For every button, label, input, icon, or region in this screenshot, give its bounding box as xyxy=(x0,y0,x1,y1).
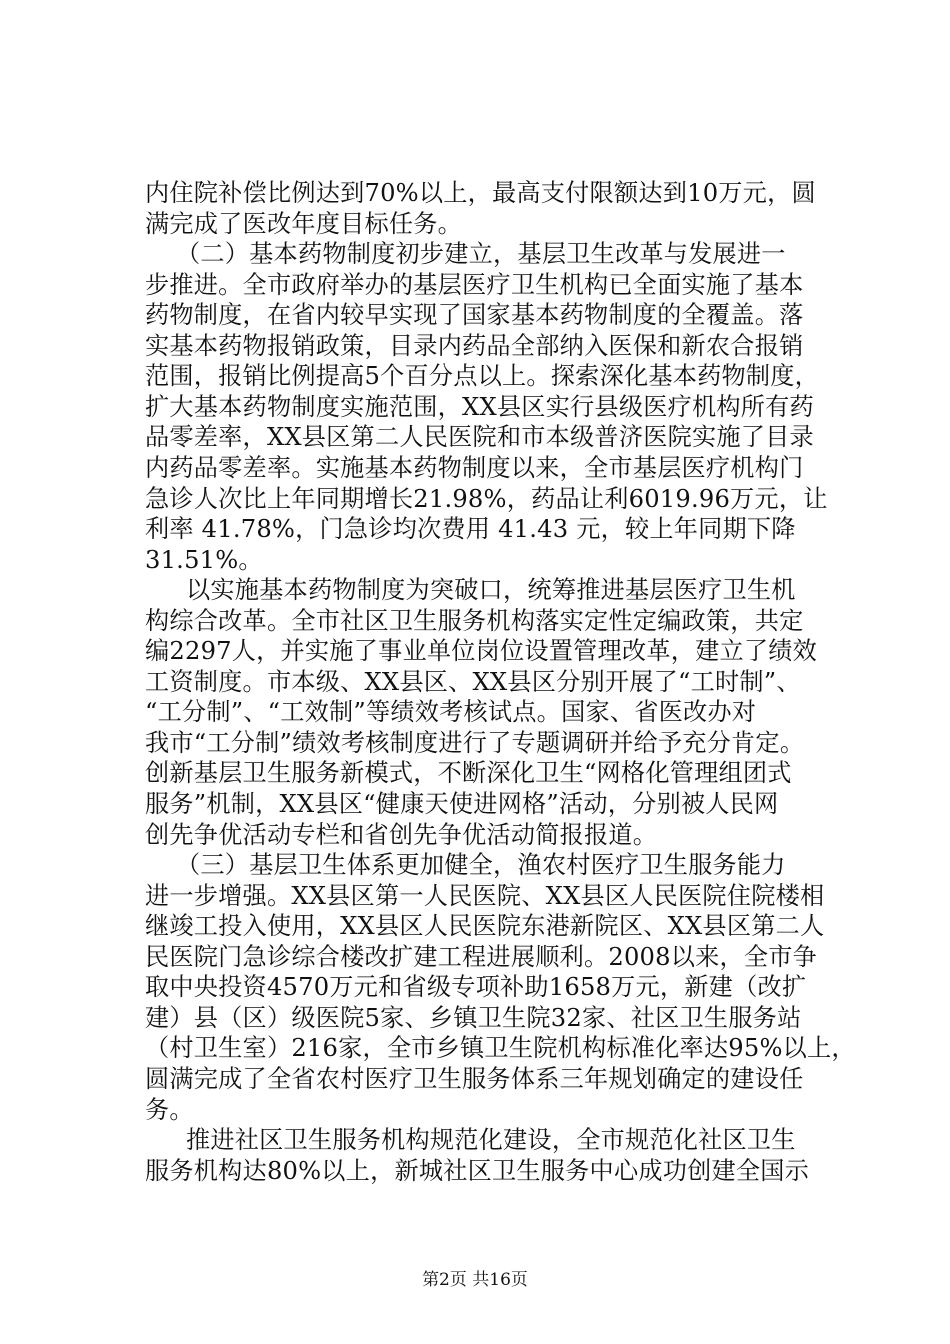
section-heading-3: （三）基层卫生体系更加健全，渔农村医疗卫生服务能力 xyxy=(176,851,786,880)
text-line: 继竣工投入使用，XX县区人民医院东港新院区、XX县区第二人 xyxy=(145,912,825,941)
paragraph-start: 推进社区卫生服务机构规范化建设，全市规范化社区卫生 xyxy=(186,1126,796,1155)
text-line: 创新基层卫生服务新模式，不断深化卫生“网格化管理组团式 xyxy=(145,759,792,788)
text-line: 步推进。全市政府举办的基层医疗卫生机构已全面实施了基本 xyxy=(145,270,804,299)
text-line: “工分制”、“工效制”等绩效考核试点。国家、省医改办对 xyxy=(145,698,757,727)
text-line: 内药品零差率。实施基本药物制度以来，全市基层医疗机构门 xyxy=(145,453,804,482)
text-line: 品零差率，XX县区第二人民医院和市本级普济医院实施了目录 xyxy=(145,423,814,452)
text-line: 实基本药物报销政策，目录内药品全部纳入医保和新农合报销 xyxy=(145,331,804,360)
text-line: 民医院门急诊综合楼改扩建工程进展顺利。2008以来，全市争 xyxy=(145,942,818,971)
text-line: 务。 xyxy=(145,1095,194,1124)
text-line: 内住院补偿比例达到70%以上，最高支付限额达到10万元，圆 xyxy=(145,179,816,207)
text-line: （村卫生室）216家，全市乡镇卫生院机构标准化率达95%以上， xyxy=(145,1034,856,1063)
text-line: 构综合改革。全市社区卫生服务机构落实定性定编政策，共定 xyxy=(145,606,804,635)
text-line: 编2297人，并实施了事业单位岗位设置管理改革，建立了绩效 xyxy=(145,637,818,666)
text-line: 工资制度。市本级、XX县区、XX县区分别开展了“工时制”、 xyxy=(145,667,801,696)
section-heading-2: （二）基本药物制度初步建立，基层卫生改革与发展进一 xyxy=(176,240,786,269)
text-line: 31.51%。 xyxy=(145,545,263,574)
text-line: 利率 41.78%，门急诊均次费用 41.43 元，较上年同期下降 xyxy=(145,515,796,544)
text-line: 急诊人次比上年同期增长21.98%，药品让利6019.96万元，让 xyxy=(145,484,828,513)
text-line: 圆满完成了全省农村医疗卫生服务体系三年规划确定的建设任 xyxy=(145,1064,804,1093)
text-line: 创先争优活动专栏和省创先争优活动简报报道。 xyxy=(145,820,658,849)
text-line: 我市“工分制”绩效考核制度进行了专题调研并给予充分肯定。 xyxy=(145,728,805,757)
text-line: 范围，报销比例提高5个百分点以上。探索深化基本药物制度， xyxy=(145,362,820,391)
text-line: 扩大基本药物制度实施范围，XX县区实行县级医疗机构所有药 xyxy=(145,392,814,421)
text-line: 建）县（区）级医院5家、乡镇卫生院32家、社区卫生服务站 xyxy=(145,1003,802,1032)
text-line: 进一步增强。XX县区第一人民医院、XX县区人民医院住院楼相 xyxy=(145,881,825,910)
text-line: 药物制度，在省内较早实现了国家基本药物制度的全覆盖。落 xyxy=(145,301,804,330)
page-number-footer: 第2页 共16页 xyxy=(422,1270,528,1290)
text-line: 服务机构达80%以上，新城社区卫生服务中心成功创建全国示 xyxy=(145,1156,810,1185)
text-line: 取中央投资4570万元和省级专项补助1658万元，新建（改扩 xyxy=(145,973,807,1002)
paragraph-start: 以实施基本药物制度为突破口，统筹推进基层医疗卫生机 xyxy=(186,576,796,605)
text-line: 服务”机制，XX县区“健康天使进网格”活动，分别被人民网 xyxy=(145,790,779,818)
text-line: 满完成了医改年度目标任务。 xyxy=(145,209,463,238)
